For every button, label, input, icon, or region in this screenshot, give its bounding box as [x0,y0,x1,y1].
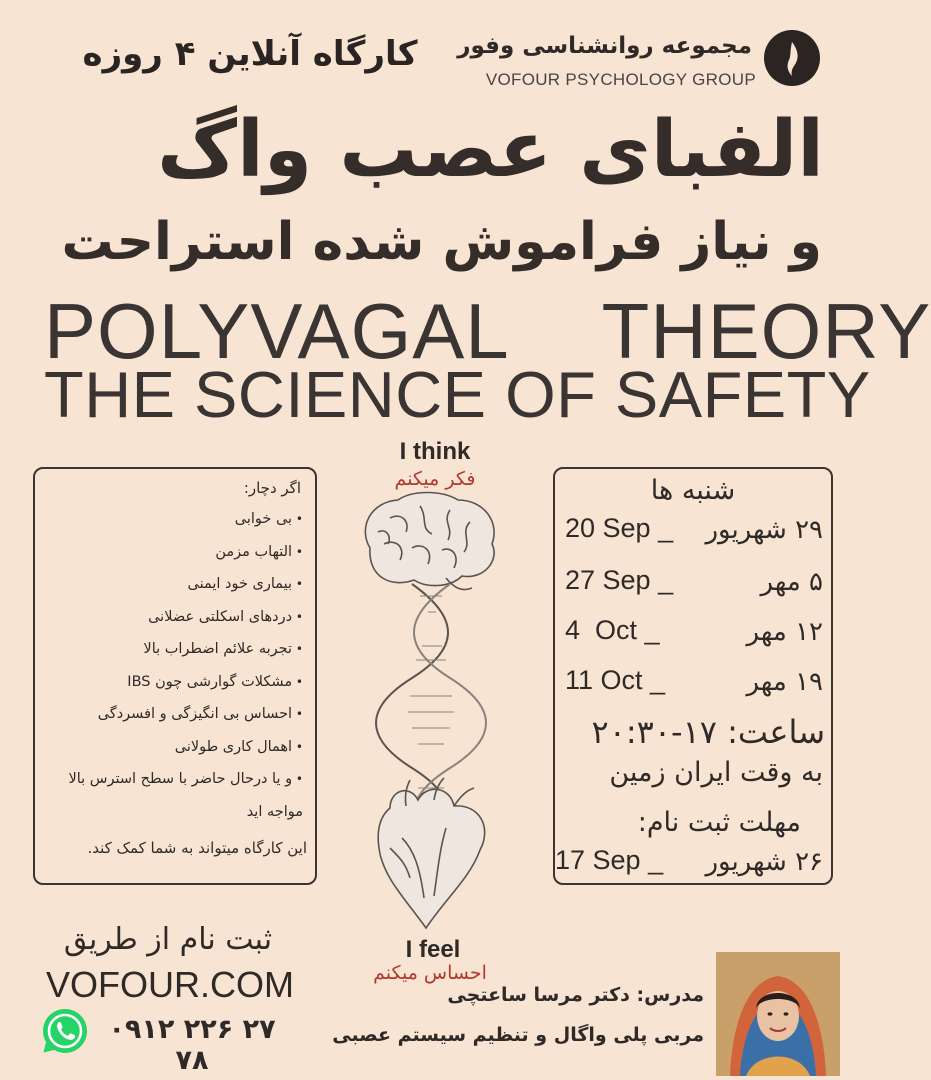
date-row [565,665,823,709]
date-fa: ۱۲ مهر [746,617,823,647]
feel-label-en: I feel [405,936,461,963]
date-row [565,513,823,557]
english-title-word2: THEORY [601,287,931,375]
date-fa: ۱۹ مهر [746,667,823,697]
time-zone: به وقت ایران زمین [609,757,823,788]
list-item: • دردهای اسکلتی عضلانی [41,607,303,640]
list-item: • تجربه علائم اضطراب بالا [41,639,303,672]
sessions-title: شنبه ها [650,475,736,506]
list-item: • مشکلات گوارشی چون IBS [41,672,303,705]
english-title-line2: THE SCIENCE OF SAFETY [44,358,871,431]
list-item: • اهمال کاری طولانی [41,737,303,770]
date-fa: ۵ مهر [760,567,823,597]
sub-title: و نیاز فراموش شده استراحت [61,212,822,272]
deadline-label: مهلت ثبت نام: [637,807,801,838]
brain-dna-heart-illustration [350,488,510,942]
symptoms-box [33,467,317,885]
vofour-logo-icon [764,30,820,86]
workshop-title: کارگاه آنلاین ۴ روزه [82,34,418,74]
heart-icon [378,778,485,928]
think-label-en: I think [399,438,471,465]
whatsapp-icon[interactable] [40,1006,90,1056]
english-title-word1: POLYVAGAL [44,287,510,375]
symptoms-list [41,509,303,834]
date-en: 20 Sep _ [565,513,674,543]
list-item: • بیماری خود ایمنی [41,574,303,607]
brain-icon [365,493,494,590]
list-item: • بی خوابی [41,509,303,542]
deadline-fa: ۲۶ شهریور [705,847,823,877]
symptoms-outro: این کارگاه میتواند به شما کمک کند. [87,839,307,857]
deadline-en: 17 Sep _ [555,845,664,875]
list-item: • و یا درحال حاضر با سطح استرس بالا [41,769,303,802]
list-item: • احساس بی انگیزگی و افسردگی [41,704,303,737]
date-en: 27 Sep _ [565,565,674,595]
date-en: 4 Oct _ [565,615,660,645]
date-row [565,615,823,659]
instructor-name: مدرس: دکتر مرسا ساعتچی [447,984,704,1006]
schedule-box [553,467,833,885]
session-time: ساعت: ۱۷-۲۰:۳۰ [591,713,825,751]
phone-number[interactable]: ۰۹۱۲ ۲۲۶ ۲۷ ۷۸ [108,1014,276,1076]
symptoms-intro: اگر دچار: [243,479,301,497]
list-item: مواجه اید [246,803,303,820]
list-item: • التهاب مزمن [41,542,303,575]
feel-label-fa: احساس میکنم [373,962,487,984]
avatar [716,952,840,1076]
group-name-fa: مجموعه روانشناسی وفور [457,33,752,59]
think-label-fa: فکر میکنم [394,468,476,490]
instructor-role: مربی پلی واگال و تنظیم سیستم عصبی [332,1024,704,1046]
date-en: 11 Oct _ [565,665,666,695]
register-label: ثبت نام از طریق [63,922,273,957]
date-row [565,565,823,609]
group-name-en: VOFOUR PSYCHOLOGY GROUP [485,70,756,89]
main-title: الفبای عصب واگ [157,105,824,195]
deadline-row [555,845,823,885]
date-fa: ۲۹ شهریور [705,515,823,545]
website-link[interactable]: VOFOUR.COM [46,964,294,1005]
